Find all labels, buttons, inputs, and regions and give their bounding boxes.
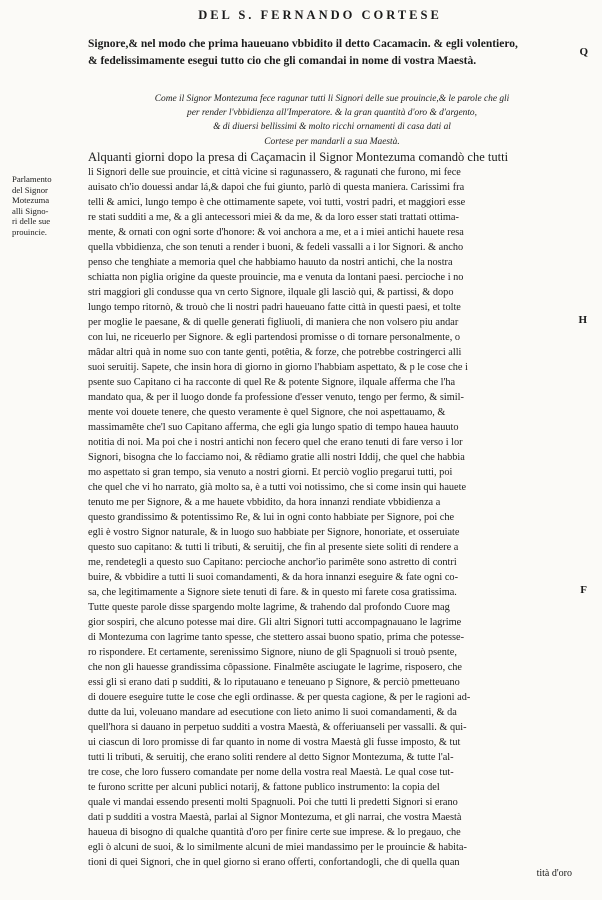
- side-mark-q: Q: [579, 46, 588, 58]
- body-line: di Montezuma con lagrime tanto spesse, che stettero assai buono spatio, prima che potesse-: [88, 632, 465, 643]
- body-line: mente, & ornati con ogni sorte d'honore: & voi anchora a me, et a i miei antichi hauete resa: [88, 227, 464, 238]
- body-line: dutte da lui, voleuano mandare ad esecutione con lieto animo li suoi comandamenti, & da: [88, 707, 457, 718]
- summary-line: & di diuersi bellissimi & molto ricchi ornamenti di casa dati al: [213, 122, 451, 133]
- body-line: Signori, bisogna che lo facciamo noi, & rêdiamo gratie alli nostri Iddij, che quel che habbia: [88, 452, 465, 463]
- body-line: mandato qua, & per il luogo donde fa professione d'esser venuto, tengo per fermo, & simil-: [88, 392, 464, 403]
- body-line: dati p sudditi a vostra Maestà, parlai al Signor Montezuma, et gli narrai, che vostra Maestà: [88, 812, 462, 823]
- body-line: sa, che legitimamente a Signore siete tenuti di fare. & in questo mi farete cosa gratissima.: [88, 587, 457, 598]
- body-line: quella vbbidienza, che son tenuti a render i buoni, & fedeli vassalli a i lor Signori. & ancho: [88, 242, 464, 253]
- body-line: gior sospiri, che alcuno potesse mai dire. Gli altri Signori tutti accompagnauano le lagrime: [88, 617, 462, 628]
- body-line: di douere eseguire tutte le cose che egli ordinasse. & per questa cagione, & per le ragioni ad-: [88, 692, 471, 703]
- body-line: con lui, ne riceuerlo per Signore. & egli partendosi promisse o di tornare personalmente, o: [88, 332, 461, 343]
- catchword: tità d'oro: [536, 868, 572, 879]
- body-line: quale vi mandai essendo presenti molti Spagnuoli. Poi che tutti li predetti Signori si erano: [88, 797, 458, 808]
- body-line: tenuto me per Signore, & a me hauete vbbidito, da hora innanzi rendiate vbbidienza a: [88, 497, 441, 508]
- main-text: [88, 150, 582, 870]
- running-header: DEL S. FERNANDO CORTESE: [198, 8, 442, 22]
- chapter-summary: [112, 92, 552, 149]
- body-line: me, rendetegli a questo suo Capitano: percioche anchor'io parimête sono astretto di contri: [88, 557, 457, 568]
- body-line: buire, & vbbidire a tutti li suoi comandamenti, & da hora innanzi eseguire & fate ogni co-: [88, 572, 459, 583]
- summary-line: per render l'vbbidienza all'Imperatore. & la gran quantità d'oro & d'argento,: [187, 108, 477, 119]
- body-line: suoi seruitij. Sapete, che insin hora di giorno in giorno l'habbiam aspettato, & p le cose che i: [88, 362, 468, 373]
- body-line: questo grandissimo & potentissimo Re, & lui in ogni conto habbiate per Signore, poi che: [88, 512, 455, 523]
- body-line: lungo tempo ritornò, & trouò che li nostri padri haueuano fatte città in questi paesi, et tolte: [88, 302, 461, 313]
- body-line: penso che tenghiate a memoria quel che habbiamo hauuto da nostri antichi, che la nostra: [88, 257, 453, 268]
- body-line: telli & amici, lungo tempo è che ottimamente sapete, voi tutti, vostri padri, et maggiori esse: [88, 197, 466, 208]
- body-line: mente voi douete tenere, che questo veramente è quel Signore, che noi aspettauamo, &: [88, 407, 446, 418]
- body-line: notitia di noi. Ma poi che i nostri antichi non fecero quel che erano tenuti di fare verso i lor: [88, 437, 463, 448]
- top-line: & fedelissimamente esegui tutto cio che gli comandai in nome di vostra Maestà.: [88, 55, 477, 67]
- body-line: ui ciascun di loro promisse di far quanto in nome di vostra Maestà gli fusse imposto, & tut: [88, 737, 461, 748]
- body-line: li Signori delle sue prouincie, et città vicine si ragunassero, & ragunati che furono, mi fece: [88, 167, 461, 178]
- body-line: egli ò alcuni de suoi, & lo similmente alcuni de miei mandassimo per le prouincie & habita-: [88, 842, 467, 853]
- body-line: haueua di bisogno di qualche quantità d'oro per finire certe sue imprese. & lo pregauo, che: [88, 827, 461, 838]
- body-line: essi gli si erano dati p sudditi, & lo riputauano e teneuano p Signore, & perciò pmetteuano: [88, 677, 460, 688]
- margin-line: del Signor: [12, 184, 48, 195]
- top-line: Signore,& nel modo che prima haueuano vbbidito il detto Cacamacin. & egli volentiero,: [88, 38, 518, 50]
- margin-line: alli Signo-: [12, 205, 49, 216]
- body-line: ro rispondere. Et certamente, serenissimo Signore, niuno de gli Spagnuoli si trouò psente,: [88, 647, 457, 658]
- body-line: mâdar altri quà in nome suo con tante genti, potêtia, & forze, che potrebbe costringerci alli: [88, 347, 462, 358]
- body-line: Tutte queste parole disse spargendo molte lagrime, & trahendo dal profondo Cuore mag: [88, 602, 450, 613]
- summary-line: Come il Signor Montezuma fece ragunar tutti li Signori delle sue prouincie,& le parole che gli: [154, 94, 510, 104]
- body-line: per moglie le paesane, & di quelle generati figliuoli, di maniera che non volsero piu andar: [88, 317, 459, 328]
- margin-line: ri delle sue: [12, 216, 51, 227]
- body-line: egli è vostro Signor naturale, & in luogo suo habbiate per Signore, honoriate, et osseruiate: [88, 527, 460, 538]
- margin-line: prouincie.: [12, 226, 47, 237]
- margin-line: Motezuma: [12, 195, 50, 206]
- body-line: stri maggiori gli condusse qua vn certo Signore, ilquale gli lasciò qui, & partissi, & dopo: [88, 287, 454, 298]
- body-line: che non gli hauesse grandissima côpassione. Finalmête asciugate le lagrime, risposero, che: [88, 662, 463, 673]
- body-line: schiatta non piglia origine da queste prouincie, ma e venuta da lontani paesi. percioche i no: [88, 272, 464, 283]
- top-paragraph: [88, 36, 583, 70]
- body-line: quell'hora si dauano in perpetuo sudditi a vostra Maestà, & offeriuanseli per vassalli. & qui-: [88, 722, 467, 733]
- body-line: te furono scritte per alcuni publici notarij, & fattone publico instrumento: la copia del: [88, 782, 440, 793]
- body-line: tre cose, che loro fussero comandate per nome della vostra real Maestà. Le qual cose tut-: [88, 767, 454, 778]
- side-mark-f: F: [580, 584, 587, 596]
- side-mark-h: H: [578, 314, 587, 326]
- body-line: tutti li tributi, & seruitij, che erano soliti rendere al detto Signor Montezuma, & tutte l'al-: [88, 752, 454, 763]
- body-line: Alquanti giorni dopo la presa di Caçamacin il Signor Montezuma comandò che tutti: [88, 150, 509, 164]
- body-line: auisato ch'io douessi andar lá,& dapoi che fui giunto, parlò di questa maniera. Carissimi fra: [88, 182, 465, 193]
- summary-line: Cortese per mandarli a sua Maestà.: [264, 136, 400, 147]
- body-line: re stati sudditi a me, & a gli antecessori miei & da me, & da loro esser stati trattati ottima-: [88, 212, 459, 223]
- margin-line: Parlamento: [12, 174, 52, 184]
- body-line: mo aspettato si gran tempo, sia venuto a nostri giorni. Et perciò voglio pregarui tutti, poi: [88, 467, 453, 478]
- body-line: psente suo Capitano ci ha racconte di quel Re & potente Signore, ilquale afferma che l'ha: [88, 377, 456, 388]
- body-line: tioni di quei Signori, che in quel giorno si erano offerti, confortandogli, che di quella quan: [88, 857, 460, 868]
- margin-note: [12, 174, 76, 238]
- body-line: massimamête che'l suo Capitano afferma, che egli gia lungo spatio di tempo hauea hauuto: [88, 422, 459, 433]
- body-line: che quel che vi ho narrato, già molto sa, è a tutti voi notissimo, che si come insin qui hauete: [88, 482, 467, 493]
- body-line: questo suo capitano: & tutti li tributi, & seruitij, che fin al presente siete soliti di rendere a: [88, 542, 459, 553]
